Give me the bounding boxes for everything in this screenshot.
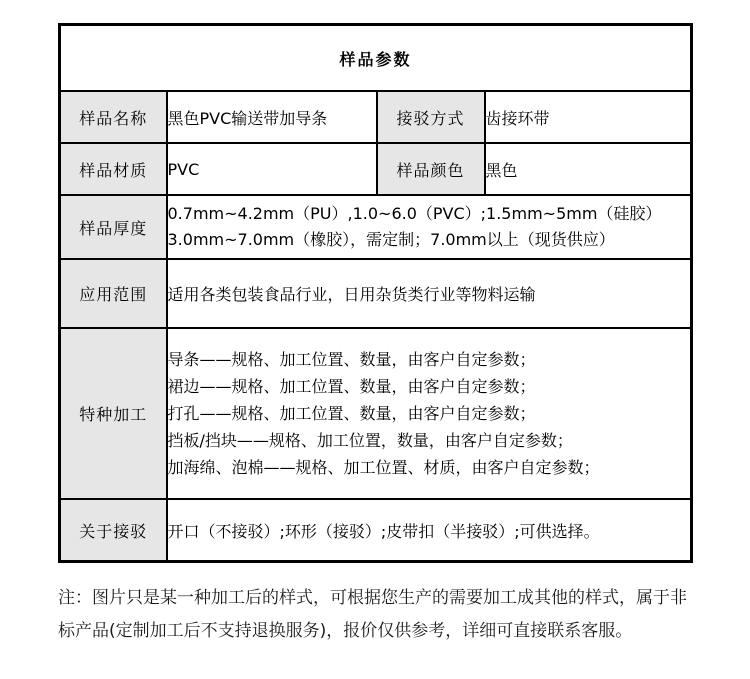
- value-special-processing: [167, 328, 692, 499]
- thickness-line-2: 3.0mm~7.0mm（橡胶），需定制；7.0mm以上（现货供应）: [167, 230, 615, 249]
- row-special-processing: [60, 328, 692, 499]
- footnote-line-2: 标产品(定制加工后不支持退换服务)，报价仅供参考，详细可直接联系客服。: [58, 621, 633, 641]
- thickness-line-1: 0.7mm~4.2mm（PU）,1.0~6.0（PVC）;1.5mm~5mm（硅胶）: [167, 204, 662, 223]
- row-name-joint: [60, 91, 692, 143]
- label-sample-color: 样品颜色: [377, 143, 485, 195]
- special-line-sponge-foam: 加海绵、泡棉——规格、加工位置、材质，由客户自定参数；: [167, 458, 600, 477]
- row-material-color: [60, 143, 692, 195]
- special-line-punching: 打孔——规格、加工位置、数量，由客户自定参数；: [167, 404, 536, 423]
- row-thickness: [60, 195, 692, 259]
- footnote: [58, 582, 698, 648]
- special-line-baffle: 挡板/挡块——规格、加工位置，数量，由客户自定参数；: [167, 431, 573, 450]
- value-sample-material: PVC: [167, 143, 377, 195]
- row-application: [60, 259, 692, 328]
- footnote-line-1: 注：图片只是某一种加工后的样式，可根据您生产的需要加工成其他的样式，属于非: [58, 588, 687, 608]
- special-line-guide-strip: 导条——规格、加工位置、数量，由客户自定参数；: [167, 350, 536, 369]
- value-about-joint: 开口（不接驳）;环形（接驳）;皮带扣（半接驳）;可供选择。: [167, 499, 692, 562]
- value-sample-thickness: [167, 195, 692, 259]
- value-sample-name: 黑色PVC输送带加导条: [167, 91, 377, 143]
- label-sample-name: 样品名称: [60, 91, 167, 143]
- label-sample-thickness: 样品厚度: [60, 195, 167, 259]
- title-row: [60, 25, 692, 92]
- value-application-range: 适用各类包装食品行业，日用杂货类行业等物料运输: [167, 259, 692, 328]
- value-joint-method: 齿接环带: [485, 91, 692, 143]
- label-about-joint: 关于接驳: [60, 499, 167, 562]
- label-special-processing: 特种加工: [60, 328, 167, 499]
- table-title: 样品参数: [60, 25, 692, 92]
- value-sample-color: 黑色: [485, 143, 692, 195]
- label-application-range: 应用范围: [60, 259, 167, 328]
- sample-parameters-table: [58, 23, 693, 563]
- label-joint-method: 接驳方式: [377, 91, 485, 143]
- special-line-skirt: 裙边——规格、加工位置、数量，由客户自定参数；: [167, 377, 536, 396]
- row-about-joint: [60, 499, 692, 562]
- label-sample-material: 样品材质: [60, 143, 167, 195]
